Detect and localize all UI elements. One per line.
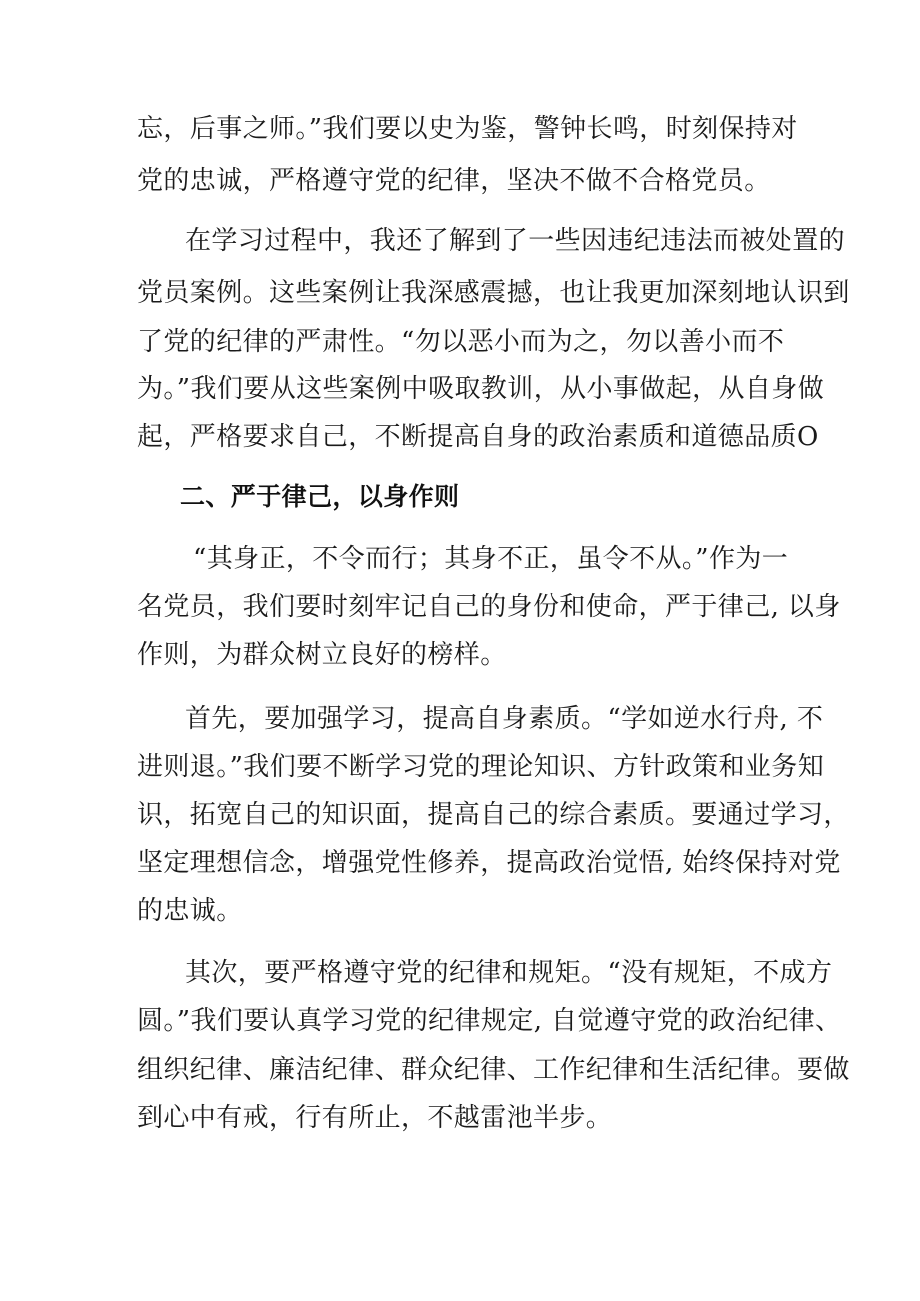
text-line: 为。”我们要从这些案例中吸取教训，从小事做起，从自身做 — [137, 374, 825, 404]
text-line: 忘，后事之师。”我们要以史为鉴，警钟长鸣，时刻保持对 — [137, 114, 798, 144]
text-line: 组织纪律、廉洁纪律、群众纪律、工作纪律和生活纪律。要做 — [137, 1055, 850, 1085]
text-line: 圆。”我们要认真学习党的纪律规定, 自觉遵守党的政治纪律、 — [137, 1006, 842, 1036]
text-line: 坚定理想信念，增强党性修养，提高政治觉悟, 始终保持对党 — [137, 848, 841, 878]
text-line: 党员案例。这些案例让我深感震撼，也让我更加深刻地认识到 — [137, 278, 850, 308]
text-line: “其身正，不令而行；其身不正，虽令不从。”作为一 — [193, 544, 789, 574]
text-line: 识，拓宽自己的知识面，提高自己的综合素质。要通过学习， — [137, 800, 850, 830]
text-line: 起，严格要求自己，不断提高自身的政治素质和道德品质O — [137, 422, 819, 452]
text-line: 作则，为群众树立良好的榜样。 — [137, 640, 507, 670]
section-heading: 二、严于律己，以身作则 — [180, 482, 460, 511]
text-line: 其次，要严格遵守党的纪律和规矩。“没有规矩，不成方 — [185, 958, 833, 988]
text-line: 了党的纪律的严肃性。“勿以恶小而为之，勿以善小而不 — [137, 327, 785, 357]
text-line: 首先，要加强学习，提高自身素质。“学如逆水行舟, 不 — [185, 704, 824, 734]
text-line: 进则退。”我们要不断学习党的理论知识、方针政策和业务知 — [137, 752, 825, 782]
text-line: 到心中有戒，行有所止，不越雷池半步。 — [137, 1103, 613, 1133]
text-line: 在学习过程中，我还了解到了一些因违纪违法而被处置的 — [185, 226, 846, 256]
text-line: 党的忠诚，严格遵守党的纪律，坚决不做不合格党员。 — [137, 166, 771, 196]
text-line: 名党员，我们要时刻牢记自己的身份和使命，严于律己, 以身 — [137, 592, 841, 622]
text-line: 的忠诚。 — [137, 896, 243, 926]
